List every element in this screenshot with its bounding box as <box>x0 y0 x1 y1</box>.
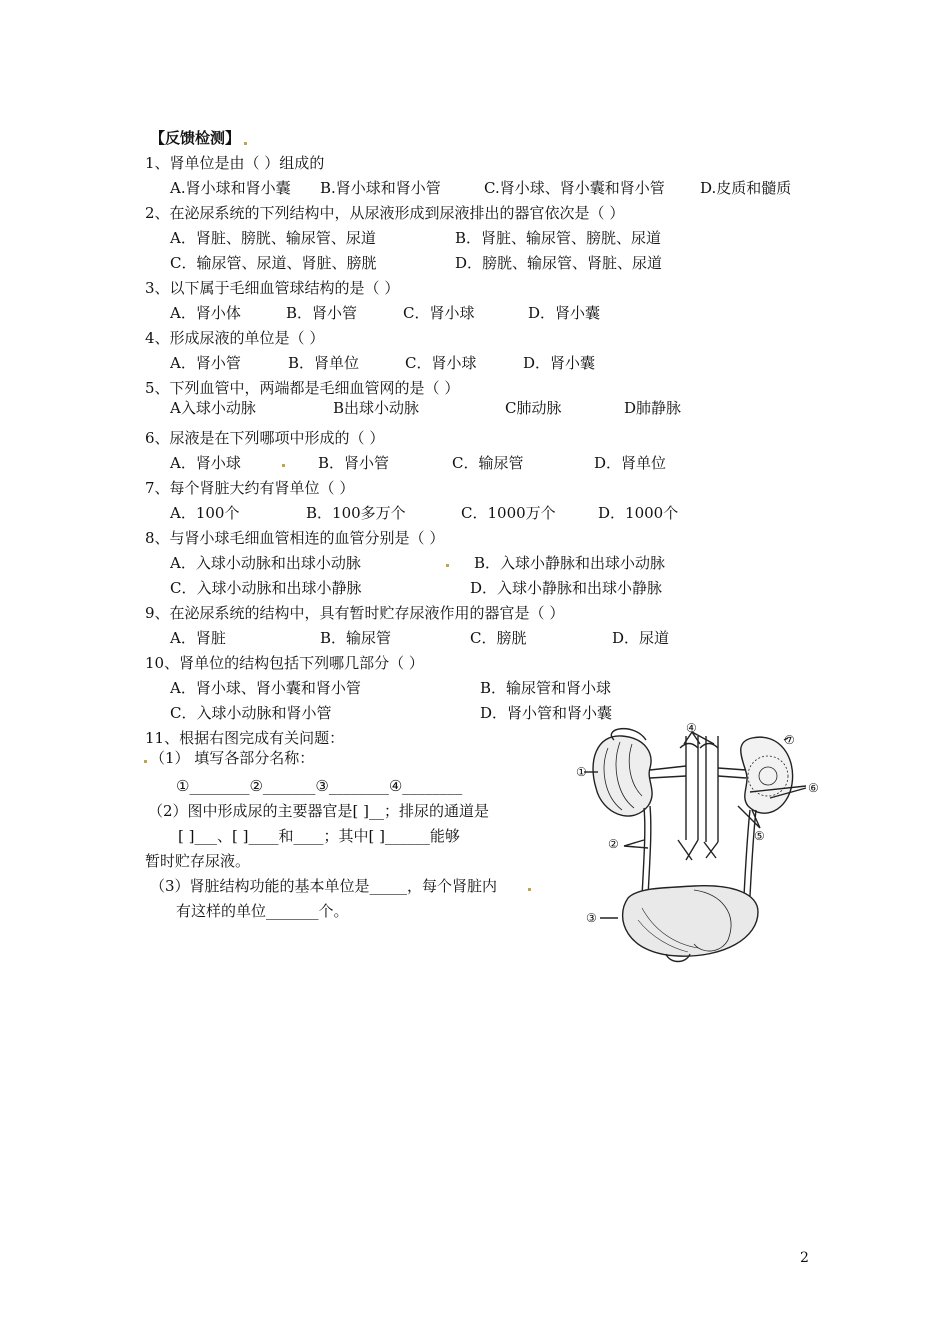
q11-part1: （1） 填写各部分名称： <box>150 749 315 767</box>
q10-option-c: C．入球小动脉和肾小管 <box>170 704 332 722</box>
urinary-system-figure <box>574 718 836 966</box>
q8-option-b: B．入球小静脉和出球小动脉 <box>474 554 666 572</box>
question-2-stem: 2、在泌尿系统的下列结构中，从尿液形成到尿液排出的器官依次是（ ） <box>145 204 625 222</box>
q3-option-c: C．肾小球 <box>403 304 475 322</box>
q7-option-d: D．1000个 <box>598 504 679 522</box>
q8-option-a: A．入球小动脉和出球小动脉 <box>170 554 361 572</box>
q2-option-a: A．肾脏、膀胱、输尿管、尿道 <box>170 229 376 247</box>
q2-option-b: B．肾脏、输尿管、膀胱、尿道 <box>455 229 662 247</box>
q7-option-b: B．100多万个 <box>306 504 406 522</box>
q9-option-b: B．输尿管 <box>320 629 392 647</box>
q2-option-d: D．膀胱、输尿管、肾脏、尿道 <box>455 254 663 272</box>
question-10-stem: 10、肾单位的结构包括下列哪几部分（ ） <box>145 654 424 672</box>
section-header: 【反馈检测】 <box>150 129 241 147</box>
question-7-stem: 7、每个肾脏大约有肾单位（ ） <box>145 479 355 497</box>
question-4-stem: 4、形成尿液的单位是（ ） <box>145 329 325 347</box>
speck <box>282 464 285 467</box>
label-7: ⑦ <box>784 733 795 747</box>
page-number: 2 <box>800 1250 809 1266</box>
question-11-stem: 11、根据右图完成有关问题： <box>145 729 345 747</box>
q1-option-b: B.肾小球和肾小管 <box>320 179 441 197</box>
q9-option-d: D．尿道 <box>612 629 670 647</box>
label-3: ③ <box>586 911 597 925</box>
q5-option-a: A入球小动脉 <box>170 399 256 417</box>
q7-option-c: C．1000万个 <box>461 504 556 522</box>
q10-option-a: A．肾小球、肾小囊和肾小管 <box>170 679 361 697</box>
label-1: ① <box>576 765 587 779</box>
q6-option-b: B．肾小管 <box>318 454 390 472</box>
speck <box>446 564 449 567</box>
q8-option-d: D．入球小静脉和出球小静脉 <box>470 579 663 597</box>
q11-part3-line2: 有这样的单位_______个。 <box>176 902 349 920</box>
question-9-stem: 9、在泌尿系统的结构中，具有暂时贮存尿液作用的器官是（ ） <box>145 604 565 622</box>
q3-option-a: A．肾小体 <box>170 304 241 322</box>
question-6-stem: 6、尿液是在下列哪项中形成的（ ） <box>145 429 385 447</box>
speck <box>244 142 247 145</box>
speck <box>528 888 531 891</box>
q4-option-a: A．肾小管 <box>170 354 241 372</box>
question-1-stem: 1、肾单位是由（ ）组成的 <box>145 154 325 172</box>
q11-part3-line1: （3）肾脏结构功能的基本单位是_____，每个肾脏内 <box>150 877 498 895</box>
speck <box>144 760 147 763</box>
question-3-stem: 3、以下属于毛细血管球结构的是（ ） <box>145 279 400 297</box>
q9-option-a: A．肾脏 <box>170 629 226 647</box>
q11-part2-line1: （2）图中形成尿的主要器官是[ ]__；排尿的通道是 <box>148 802 490 820</box>
q10-option-d: D．肾小管和肾小囊 <box>480 704 613 722</box>
q9-option-c: C．膀胱 <box>470 629 527 647</box>
q6-option-a: A．肾小球 <box>170 454 241 472</box>
q6-option-c: C．输尿管 <box>452 454 524 472</box>
q11-part1-blanks: ①________②_______③________④________ <box>176 777 463 795</box>
question-5-stem: 5、下列血管中，两端都是毛细血管网的是（ ） <box>145 379 460 397</box>
question-8-stem: 8、与肾小球毛细血管相连的血管分别是（ ） <box>145 529 445 547</box>
urinary-system-drawing <box>574 718 836 966</box>
label-2: ② <box>608 837 619 851</box>
q10-option-b: B．输尿管和肾小球 <box>480 679 612 697</box>
q2-option-c: C．输尿管、尿道、肾脏、膀胱 <box>170 254 377 272</box>
q3-option-d: D．肾小囊 <box>528 304 601 322</box>
q5-option-d: D肺静脉 <box>624 399 682 417</box>
q1-option-d: D.皮质和髓质 <box>700 179 792 197</box>
q4-option-b: B．肾单位 <box>288 354 360 372</box>
q5-option-b: B出球小动脉 <box>333 399 420 417</box>
q3-option-b: B．肾小管 <box>286 304 358 322</box>
q5-option-c: C肺动脉 <box>505 399 562 417</box>
q11-part2-line3: 暂时贮存尿液。 <box>145 852 251 870</box>
q1-option-c: C.肾小球、肾小囊和肾小管 <box>484 179 665 197</box>
q4-option-d: D．肾小囊 <box>523 354 596 372</box>
label-5: ⑤ <box>754 829 765 843</box>
q1-option-a: A.肾小球和肾小囊 <box>170 179 291 197</box>
q7-option-a: A．100个 <box>170 504 240 522</box>
q11-part2-line2: [ ]___、[ ]____和____；其中[ ]______能够 <box>178 827 460 845</box>
q6-option-d: D．肾单位 <box>594 454 667 472</box>
label-6: ⑥ <box>808 781 819 795</box>
q4-option-c: C．肾小球 <box>405 354 477 372</box>
label-4: ④ <box>686 721 697 735</box>
q8-option-c: C．入球小动脉和出球小静脉 <box>170 579 362 597</box>
